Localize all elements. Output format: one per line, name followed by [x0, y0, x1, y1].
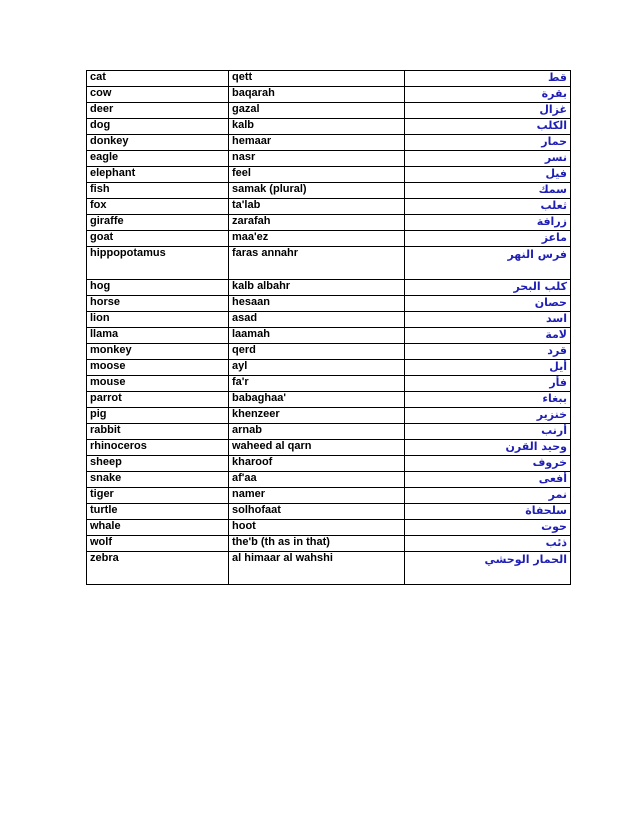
transliteration: kalb albahr — [229, 280, 405, 296]
arabic-word: اسد — [405, 312, 571, 328]
arabic-word: أرنب — [405, 424, 571, 440]
transliteration: waheed al qarn — [229, 440, 405, 456]
english-word: fish — [87, 183, 229, 199]
table-row — [87, 456, 571, 472]
transliteration: the'b (th as in that) — [229, 536, 405, 552]
english-word: turtle — [87, 504, 229, 520]
english-word: dog — [87, 119, 229, 135]
english-word: horse — [87, 296, 229, 312]
english-word: whale — [87, 520, 229, 536]
english-word: sheep — [87, 456, 229, 472]
arabic-word: ببغاء — [405, 392, 571, 408]
table-row — [87, 520, 571, 536]
table-row — [87, 71, 571, 87]
transliteration: fa'r — [229, 376, 405, 392]
arabic-word: سلحفاة — [405, 504, 571, 520]
transliteration: hemaar — [229, 135, 405, 151]
arabic-word: غزال — [405, 103, 571, 119]
table-row — [87, 472, 571, 488]
table-row — [87, 392, 571, 408]
table-row — [87, 215, 571, 231]
table-row — [87, 440, 571, 456]
table-row — [87, 231, 571, 247]
arabic-word: نسر — [405, 151, 571, 167]
english-word: goat — [87, 231, 229, 247]
english-word: moose — [87, 360, 229, 376]
english-word: giraffe — [87, 215, 229, 231]
table-row — [87, 376, 571, 392]
table-row — [87, 552, 571, 585]
arabic-word: حصان — [405, 296, 571, 312]
arabic-word: أفعى — [405, 472, 571, 488]
english-word: snake — [87, 472, 229, 488]
arabic-word: زرافة — [405, 215, 571, 231]
arabic-word: الحمار الوحشي — [405, 552, 571, 585]
english-word: llama — [87, 328, 229, 344]
english-word: rabbit — [87, 424, 229, 440]
table-row — [87, 424, 571, 440]
english-word: lion — [87, 312, 229, 328]
english-word: cow — [87, 87, 229, 103]
table-row — [87, 344, 571, 360]
arabic-word: فيل — [405, 167, 571, 183]
arabic-word: كلب البحر — [405, 280, 571, 296]
transliteration: samak (plural) — [229, 183, 405, 199]
arabic-word: وحيد القرن — [405, 440, 571, 456]
english-word: cat — [87, 71, 229, 87]
transliteration: arnab — [229, 424, 405, 440]
english-word: monkey — [87, 344, 229, 360]
english-word: tiger — [87, 488, 229, 504]
arabic-word: الكلب — [405, 119, 571, 135]
transliteration: solhofaat — [229, 504, 405, 520]
transliteration: feel — [229, 167, 405, 183]
transliteration: laamah — [229, 328, 405, 344]
table-row — [87, 280, 571, 296]
arabic-word: نمر — [405, 488, 571, 504]
transliteration: ta'lab — [229, 199, 405, 215]
transliteration: hoot — [229, 520, 405, 536]
arabic-word: خروف — [405, 456, 571, 472]
table-row — [87, 312, 571, 328]
english-word: parrot — [87, 392, 229, 408]
transliteration: qett — [229, 71, 405, 87]
english-word: zebra — [87, 552, 229, 585]
english-word: hippopotamus — [87, 247, 229, 280]
table-row — [87, 408, 571, 424]
english-word: mouse — [87, 376, 229, 392]
table-row — [87, 151, 571, 167]
arabic-word: حوت — [405, 520, 571, 536]
english-word: fox — [87, 199, 229, 215]
arabic-word: ماعز — [405, 231, 571, 247]
table-row — [87, 119, 571, 135]
table-row — [87, 135, 571, 151]
english-word: wolf — [87, 536, 229, 552]
transliteration: asad — [229, 312, 405, 328]
transliteration: zarafah — [229, 215, 405, 231]
table-row — [87, 199, 571, 215]
arabic-word: خنزير — [405, 408, 571, 424]
table-row — [87, 488, 571, 504]
english-word: hog — [87, 280, 229, 296]
table-row — [87, 87, 571, 103]
transliteration: gazal — [229, 103, 405, 119]
transliteration: namer — [229, 488, 405, 504]
arabic-word: ذئب — [405, 536, 571, 552]
transliteration: qerd — [229, 344, 405, 360]
arabic-word: فأر — [405, 376, 571, 392]
arabic-word: سمك — [405, 183, 571, 199]
english-word: elephant — [87, 167, 229, 183]
english-word: rhinoceros — [87, 440, 229, 456]
english-word: pig — [87, 408, 229, 424]
table-row — [87, 167, 571, 183]
transliteration: kalb — [229, 119, 405, 135]
table-row — [87, 247, 571, 280]
table-row — [87, 504, 571, 520]
english-word: donkey — [87, 135, 229, 151]
transliteration: baqarah — [229, 87, 405, 103]
arabic-word: لامة — [405, 328, 571, 344]
transliteration: nasr — [229, 151, 405, 167]
english-word: deer — [87, 103, 229, 119]
transliteration: af'aa — [229, 472, 405, 488]
transliteration: kharoof — [229, 456, 405, 472]
arabic-word: قرد — [405, 344, 571, 360]
table-row — [87, 183, 571, 199]
english-word: eagle — [87, 151, 229, 167]
transliteration: hesaan — [229, 296, 405, 312]
arabic-word: بقرة — [405, 87, 571, 103]
animal-vocabulary-table — [86, 70, 571, 585]
table-row — [87, 328, 571, 344]
arabic-word: قط — [405, 71, 571, 87]
transliteration: maa'ez — [229, 231, 405, 247]
table-row — [87, 103, 571, 119]
arabic-word: ثعلب — [405, 199, 571, 215]
transliteration: khenzeer — [229, 408, 405, 424]
table-row — [87, 360, 571, 376]
transliteration: babaghaa' — [229, 392, 405, 408]
transliteration: faras annahr — [229, 247, 405, 280]
table-row — [87, 296, 571, 312]
transliteration: ayl — [229, 360, 405, 376]
arabic-word: أيل — [405, 360, 571, 376]
arabic-word: فرس النهر — [405, 247, 571, 280]
arabic-word: حمار — [405, 135, 571, 151]
transliteration: al himaar al wahshi — [229, 552, 405, 585]
table-row — [87, 536, 571, 552]
